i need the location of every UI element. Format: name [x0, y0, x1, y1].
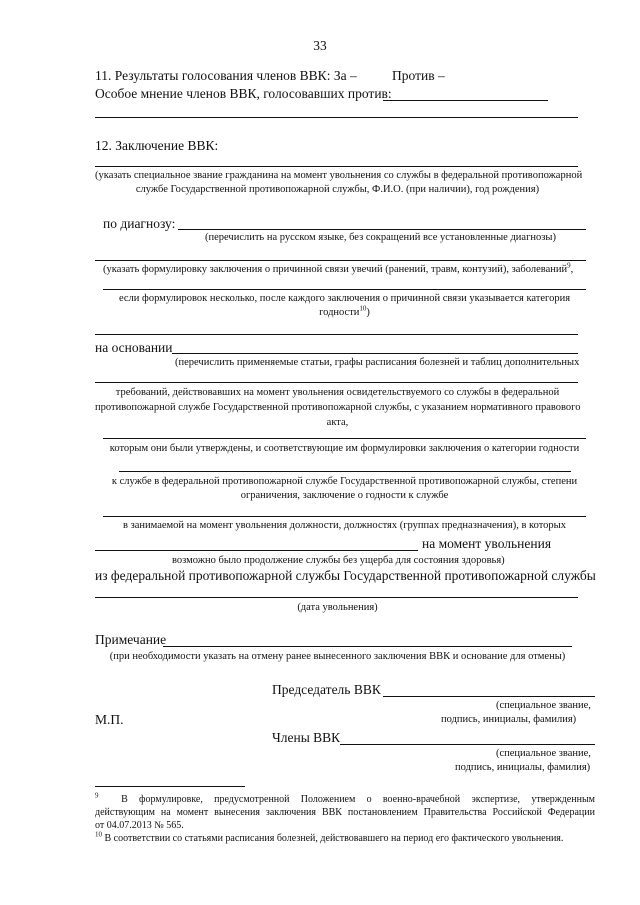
from-service-text: из федеральной противопожарной службы Государственной противопожарной службы — [95, 568, 596, 583]
service-field[interactable] — [119, 471, 571, 472]
seal-mark: М.П. — [95, 712, 124, 727]
moment-of-dismissal-text: на момент увольнения — [422, 536, 552, 551]
hint-basis-3: противопожарной службе Государственной противопожарной службы, с указанием нормативного правового — [95, 402, 581, 413]
dismissal-date-field[interactable] — [95, 597, 578, 598]
footnote-separator — [95, 786, 245, 787]
possible-field[interactable] — [95, 550, 418, 551]
hint-multi-2: годности$^{10}$) — [319, 304, 370, 318]
members-signature-field[interactable] — [340, 744, 595, 745]
dissent-label: Особое мнение членов ВВК, голосовавших против: — [95, 86, 392, 101]
basis-field-line2[interactable] — [95, 382, 578, 383]
dissent-field-line2[interactable] — [95, 117, 578, 118]
cause-field-line2[interactable] — [103, 289, 586, 290]
footnote-9-line2: действующим на момент вынесения заключения ВВК постановлением Правительства Российской Федерации — [95, 807, 595, 818]
hint-chairman-sign-2: подпись, инициалы, фамилия) — [441, 714, 577, 725]
basis-label: на основании — [95, 340, 173, 355]
approved-field[interactable] — [103, 438, 586, 439]
chairman-signature-field[interactable] — [383, 696, 595, 697]
hint-members-sign-2: подпись, инициалы, фамилия) — [455, 762, 591, 773]
hint-diagnosis: (перечислить на русском языке, без сокращений все установленные диагнозы) — [205, 232, 556, 243]
hint-rank-1: (указать специальное звание гражданина на момент увольнения со службы в федеральной противопожарной — [95, 170, 583, 181]
hint-dismissal-date: (дата увольнения) — [297, 602, 378, 613]
section-12-title: 12. Заключение ВВК: — [95, 138, 219, 153]
category-field[interactable] — [95, 334, 578, 335]
cause-field[interactable] — [95, 260, 586, 261]
footnote-9-line3: от 04.07.2013 № 565. — [95, 820, 184, 831]
hint-basis-1: (перечислить применяемые статьи, графы расписания болезней и таблиц дополнительных — [175, 357, 580, 368]
vote-against-label: Против – — [392, 68, 445, 83]
members-label: Члены ВВК — [272, 730, 341, 745]
hint-position: в занимаемой на момент увольнения должности, должностях (группах предназначения), в которых — [123, 520, 566, 531]
hint-service-2: ограничения, заключение о годности к службе — [240, 490, 449, 501]
hint-basis-4: акта, — [326, 417, 349, 428]
hint-approved: которым они были утверждены, и соответствующие им формулировки заключения о категории годности — [109, 443, 580, 454]
footnote-9-line1: $^9$ В формулировке, предусмотренной Положением о военно-врачебной экспертизе, утвержденным — [95, 791, 595, 805]
diagnosis-field[interactable] — [178, 229, 586, 230]
basis-field[interactable] — [172, 353, 578, 354]
hint-multi-1: если формулировок несколько, после каждого заключения о причинной связи указывается категория — [118, 293, 571, 304]
hint-service-1: к службе в федеральной противопожарной службе Государственной противопожарной службы, степени — [111, 476, 578, 487]
hint-members-sign-1: (специальное звание, — [496, 748, 591, 759]
dissent-field[interactable] — [383, 100, 548, 101]
chairman-label: Председатель ВВК — [272, 682, 381, 697]
hint-note: (при необходимости указать на отмену ранее вынесенного заключения ВВК и основание для отмены) — [109, 651, 566, 662]
note-field[interactable] — [163, 646, 572, 647]
vote-results-label: 11. Результаты голосования членов ВВК: За – — [95, 68, 357, 83]
diagnosis-label: по диагнозу: — [103, 216, 176, 231]
hint-possible: возможно было продолжение службы без ущерба для состояния здоровья) — [172, 555, 505, 566]
note-label: Примечание — [95, 632, 167, 647]
hint-basis-2: требований, действовавших на момент увольнения освидетельствуемого со службы в федеральной — [115, 387, 560, 398]
hint-rank-2: службе Государственной противопожарной службы, Ф.И.О. (при наличии), год рождения) — [135, 184, 540, 195]
hint-cause: (указать формулировку заключения о причинной связи увечий (ранений, травм, контузий), заболеваний$^9$, — [103, 261, 574, 275]
rank-field[interactable] — [95, 166, 578, 167]
hint-chairman-sign-1: (специальное звание, — [496, 700, 591, 711]
footnote-10: $^{10}$ В соответствии со статьями расписания болезней, действовавшего на период его фактического увольнения. — [95, 830, 564, 844]
page-number: 33 — [313, 38, 327, 53]
position-field[interactable] — [103, 516, 586, 517]
